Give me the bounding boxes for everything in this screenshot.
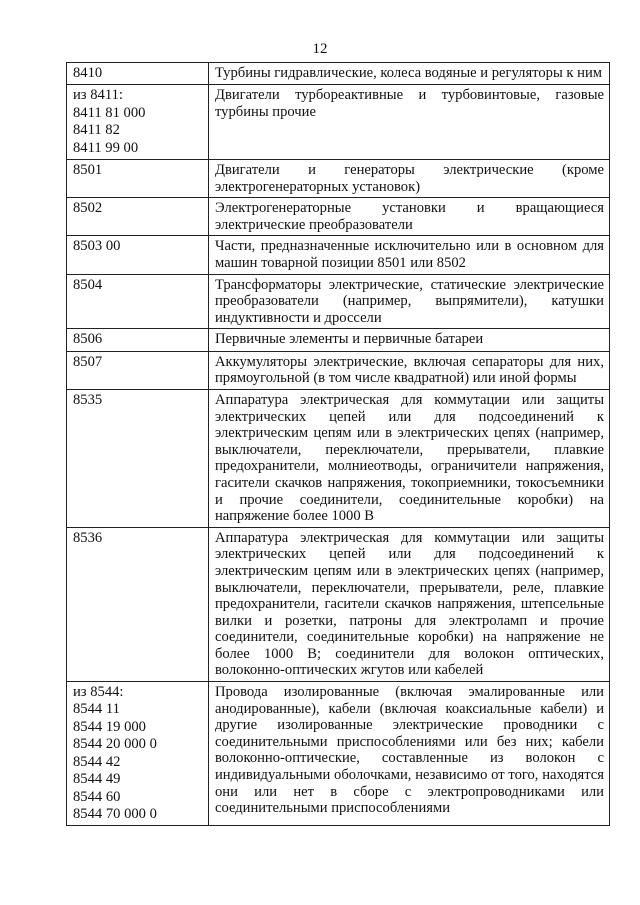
commodity-description: Провода изолированные (включая эмалированные или анодированные), кабели (включая коаксиальные кабели) и другие изолированные электрические проводники с соединительными приспособлениями или без них; кабели волоконно-оптические, составленные из волокон с индивидуальными оболочками, независимо от того, находятся они или нет в сборе с электропроводниками или соединительными приспособлениями <box>215 684 604 817</box>
commodity-description: Аккумуляторы электрические, включая сепараторы для них, прямоугольной (в том числе квадратной) или иной формы <box>215 353 604 387</box>
commodity-code: 8502 <box>73 200 103 217</box>
commodity-description: Аппаратура электрическая для коммутации или защиты электрических цепей или для подсоединений к электрическим цепям или в электрических цепях (например, выключатели, переключатели, прерыватели, плавкие предохранители, молниеотводы, ограничители напряжения, гасители скачков напряжения, токоприемники, токосъемники и прочие соединители, соединительные коробки) на напряжение более 1000 В <box>215 391 604 525</box>
description-cell <box>209 389 610 527</box>
table-row <box>67 351 610 389</box>
table-row <box>67 329 610 351</box>
commodity-code: 8504 <box>73 276 103 293</box>
description-cell <box>209 198 610 236</box>
table-row <box>67 85 610 160</box>
table-row <box>67 160 610 198</box>
description-cell <box>209 160 610 198</box>
commodity-description: Первичные элементы и первичные батареи <box>215 331 484 348</box>
commodity-code: 8544 20 000 0 <box>73 736 157 753</box>
commodity-code: 8536 <box>73 529 103 546</box>
commodity-code: 8501 <box>73 162 103 179</box>
commodity-description: Части, предназначенные исключительно или в основном для машин товарной позиции 8501 или 8502 <box>215 238 604 271</box>
commodity-code: 8411 82 <box>73 122 120 139</box>
commodity-description: Аппаратура электрическая для коммутации или защиты электрических цепей или для подсоединений к электрическим цепям или в электрических цепях (например, выключатели, переключатели, прерыватели, реле, плавкие предохранители, гасители скачков напряжения, штепсельные вилки и розетки, патроны для электроламп и прочие соединители, соединительные коробки) на напряжение не более 1000 В; соединители для волокон оптических, волоконно-оптических жгутов или кабелей <box>215 529 604 679</box>
table-row <box>67 682 610 826</box>
table-row <box>67 63 610 85</box>
commodity-code: из 8411: <box>73 87 123 104</box>
commodity-description: Электрогенераторные установки и вращающиеся электрические преобразователи <box>215 200 604 233</box>
table-row <box>67 236 610 274</box>
code-cell <box>67 274 209 329</box>
description-cell <box>209 236 610 274</box>
commodity-code: 8410 <box>73 65 103 81</box>
description-cell <box>209 329 610 351</box>
commodity-code: 8535 <box>73 391 103 408</box>
commodity-code: 8544 19 000 <box>73 718 146 735</box>
code-cell <box>67 236 209 274</box>
commodity-code: 8544 49 <box>73 771 121 788</box>
code-cell <box>67 329 209 351</box>
code-cell <box>67 527 209 681</box>
table-row <box>67 389 610 527</box>
description-cell <box>209 527 610 681</box>
code-cell <box>67 682 209 826</box>
code-cell <box>67 85 209 160</box>
commodity-code: 8411 99 00 <box>73 139 139 156</box>
commodity-code: 8507 <box>73 353 103 370</box>
commodity-description: Двигатели турбореактивные и турбовинтовые, газовые турбины прочие <box>215 87 604 120</box>
description-cell <box>209 274 610 329</box>
code-cell <box>67 198 209 236</box>
commodity-code: 8544 42 <box>73 753 121 770</box>
commodity-code: 8503 00 <box>73 238 121 255</box>
commodity-code: 8544 11 <box>73 701 120 718</box>
commodity-code: из 8544: <box>73 684 124 701</box>
tariff-code-table <box>66 62 610 826</box>
table-row <box>67 274 610 329</box>
table-row <box>67 527 610 681</box>
page-number: 12 <box>312 41 328 57</box>
commodity-description: Двигатели и генераторы электрические (кроме электрогенераторных установок) <box>215 162 604 195</box>
code-cell <box>67 389 209 527</box>
table-row <box>67 198 610 236</box>
commodity-code: 8506 <box>73 331 103 348</box>
code-cell <box>67 160 209 198</box>
commodity-description: Турбины гидравлические, колеса водяные и регуляторы к ним <box>215 65 602 81</box>
code-cell <box>67 63 209 85</box>
code-cell <box>67 351 209 389</box>
commodity-code: 8411 81 000 <box>73 104 146 121</box>
description-cell <box>209 85 610 160</box>
commodity-description: Трансформаторы электрические, статические электрические преобразователи (например, выпрямители), катушки индуктивности и дроссели <box>215 276 604 326</box>
description-cell <box>209 351 610 389</box>
commodity-code: 8544 60 <box>73 788 121 805</box>
description-cell <box>209 63 610 85</box>
commodity-code: 8544 70 000 0 <box>73 805 157 822</box>
description-cell <box>209 682 610 826</box>
